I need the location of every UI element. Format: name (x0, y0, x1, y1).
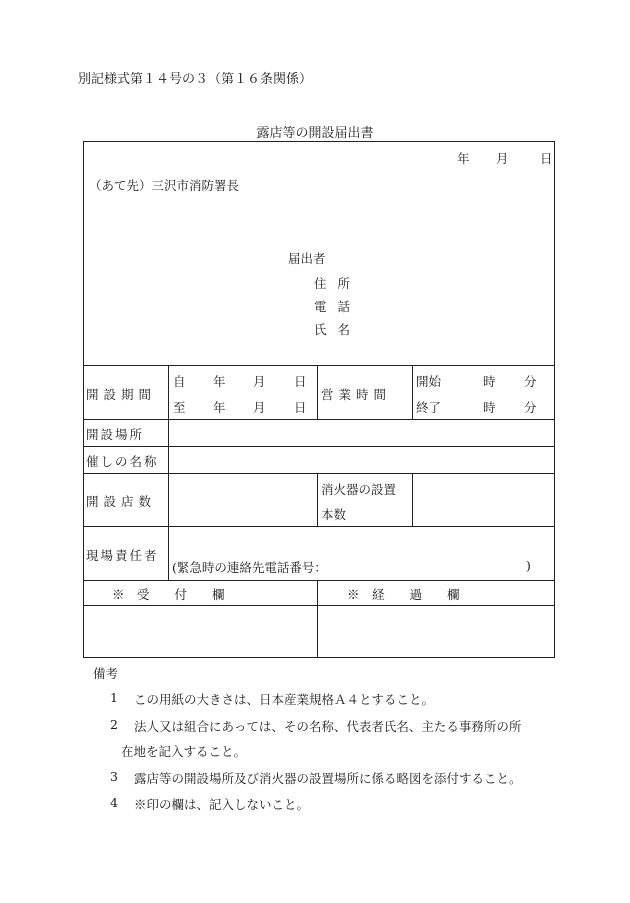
hours-start-prefix: 開始 (416, 374, 442, 389)
row-divider-stores (83, 526, 555, 527)
note-4-text: ※印の欄は、記入しないこと。 (134, 797, 310, 812)
emergency-phone-label: (緊急時の連絡先電話番号： (172, 560, 327, 575)
date-year: 年 (457, 151, 470, 166)
note-1-number: 1 (110, 690, 118, 705)
progress-label: ※ 経 過 欄 (347, 587, 460, 602)
period-to-prefix: 至 (173, 400, 186, 415)
row-divider-period (83, 419, 555, 420)
col-divider-middle (317, 365, 318, 419)
period-to-day: 日 (294, 400, 307, 415)
period-label: 開設期間 (86, 387, 157, 402)
date-month: 月 (496, 151, 509, 166)
row-divider-location (83, 446, 555, 447)
period-to-month: 月 (253, 400, 266, 415)
event-name-label: 催しの名称 (86, 454, 159, 469)
row-divider-manager (83, 580, 555, 581)
period-from-prefix: 自 (173, 374, 186, 389)
row-divider-event (83, 473, 555, 474)
hours-end-prefix: 終了 (416, 400, 442, 415)
store-count-label: 開設店数 (86, 494, 157, 509)
note-1-text: この用紙の大きさは、日本産業規格Ａ４とすること。 (134, 692, 435, 707)
hours-end-hour: 時 (483, 400, 496, 415)
reception-label: ※ 受 付 欄 (112, 587, 225, 602)
note-3-text: 露店等の開設場所及び消火器の設置場所に係る略図を添付すること。 (134, 771, 522, 786)
period-from-day: 日 (294, 374, 307, 389)
hours-end-minute: 分 (524, 400, 537, 415)
applicant-phone-label: 電話 (314, 299, 362, 314)
period-from-month: 月 (253, 374, 266, 389)
col-divider-label (168, 365, 169, 580)
period-to-year: 年 (213, 400, 226, 415)
row-divider-reception (83, 605, 555, 606)
site-manager-label: 現場責任者 (86, 548, 159, 563)
col-divider-middle-2 (317, 473, 318, 526)
date-day: 日 (540, 151, 553, 166)
form-number: 別記様式第１４号の３（第１６条関係） (78, 72, 313, 87)
hours-start-minute: 分 (524, 374, 537, 389)
row-divider-header (83, 365, 555, 366)
col-divider-right-2 (412, 473, 413, 526)
extinguisher-label-line2: 本数 (321, 507, 347, 522)
note-2-number: 2 (110, 717, 118, 732)
note-4-number: 4 (110, 795, 118, 810)
note-2-continuation: 在地を記入すること。 (121, 744, 247, 759)
hours-start-hour: 時 (483, 374, 496, 389)
col-divider-right (412, 365, 413, 419)
document-title: 露店等の開設届出書 (256, 126, 374, 141)
business-hours-label: 営業時間 (321, 387, 392, 402)
col-divider-bottom (317, 580, 318, 658)
location-label: 開設場所 (86, 427, 145, 442)
emergency-close-paren: ) (526, 558, 531, 573)
applicant-name-label: 氏名 (314, 322, 362, 337)
note-3-number: 3 (110, 769, 118, 784)
applicant-heading: 届出者 (288, 251, 326, 266)
notes-heading: 備考 (93, 666, 119, 681)
note-2-text: 法人又は組合にあっては、その名称、代表者氏名、主たる事務所の所 (134, 719, 522, 734)
applicant-address-label: 住所 (314, 276, 362, 291)
extinguisher-label-line1: 消火器の設置 (321, 482, 397, 497)
addressee: （あて先）三沢市消防署長 (89, 178, 240, 193)
period-from-year: 年 (213, 374, 226, 389)
